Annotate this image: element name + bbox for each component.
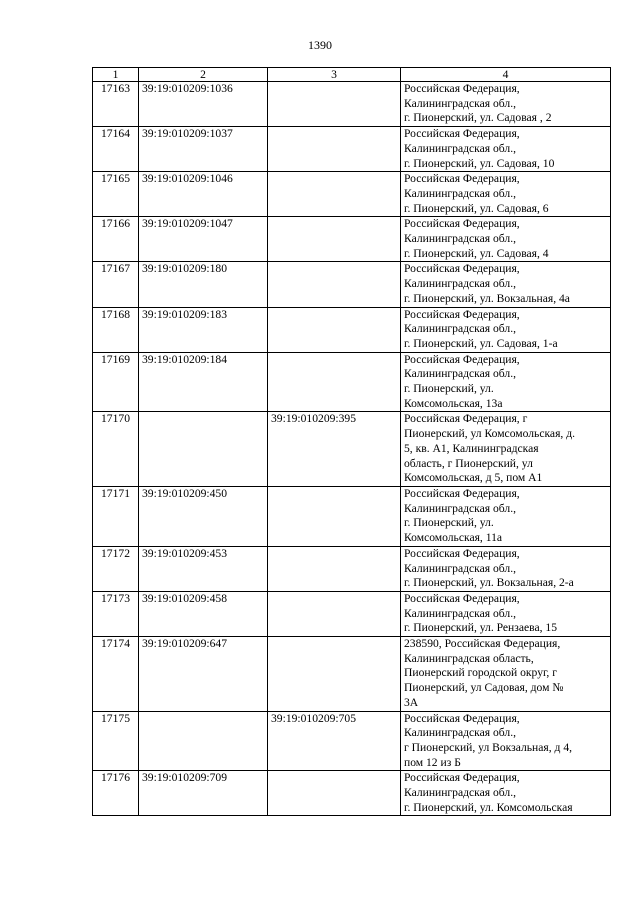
- address-line: Российская Федерация,: [404, 486, 520, 500]
- address-line: Российская Федерация,: [404, 172, 520, 186]
- address-line: г. Пионерский, ул. Садовая , 2: [404, 111, 552, 125]
- address-line: г. Пионерский, ул. Садовая, 6: [404, 201, 549, 215]
- row-number: 17165: [93, 172, 139, 217]
- address-line: г. Пионерский, ул. Вокзальная, 4а: [404, 291, 570, 305]
- related-cadastral-number: [268, 352, 401, 412]
- cadastral-number: 39:19:010209:1046: [139, 172, 268, 217]
- cadastral-number: 39:19:010209:184: [139, 352, 268, 412]
- table-row: [93, 262, 611, 307]
- address-cell: [401, 771, 611, 816]
- address-line: Калининградская обл.,: [404, 277, 516, 291]
- row-number: 17171: [93, 486, 139, 546]
- address-cell: [401, 486, 611, 546]
- address-line: Калининградская обл.,: [404, 501, 516, 515]
- cadastral-number: 39:19:010209:1047: [139, 217, 268, 262]
- address-line: Калининградская обл.,: [404, 232, 516, 246]
- address-line: г. Пионерский, ул. Комсомольская: [404, 800, 573, 814]
- row-number: 17174: [93, 637, 139, 712]
- address-line: г. Пионерский, ул.: [404, 382, 494, 396]
- address-cell: [401, 262, 611, 307]
- row-number: 17167: [93, 262, 139, 307]
- address-line: Калининградская обл.,: [404, 561, 516, 575]
- address-cell: [401, 546, 611, 591]
- address-line: Калининградская обл.,: [404, 186, 516, 200]
- table-row: [93, 546, 611, 591]
- address-line: Российская Федерация,: [404, 307, 520, 321]
- address-line: 238590, Российская Федерация,: [404, 637, 561, 651]
- address-line: Комсомольская, 13а: [404, 396, 503, 410]
- table-row: [93, 307, 611, 352]
- row-number: 17163: [93, 82, 139, 127]
- related-cadastral-number: 39:19:010209:395: [268, 412, 401, 487]
- address-line: Комсомольская, 11а: [404, 531, 503, 545]
- related-cadastral-number: [268, 127, 401, 172]
- cadastral-number: 39:19:010209:1037: [139, 127, 268, 172]
- table-row: [93, 771, 611, 816]
- address-cell: [401, 307, 611, 352]
- address-line: 5, кв. А1, Калининградская: [404, 441, 539, 455]
- address-line: Российская Федерация,: [404, 217, 520, 231]
- address-line: Калининградская обл.,: [404, 322, 516, 336]
- address-cell: [401, 172, 611, 217]
- address-line: Российская Федерация,: [404, 711, 520, 725]
- address-cell: [401, 711, 611, 771]
- address-line: Калининградская обл.,: [404, 96, 516, 110]
- related-cadastral-number: [268, 637, 401, 712]
- row-number: 17169: [93, 352, 139, 412]
- row-number: 17176: [93, 771, 139, 816]
- related-cadastral-number: [268, 172, 401, 217]
- cadastral-number: 39:19:010209:453: [139, 546, 268, 591]
- address-line: пом 12 из Б: [404, 755, 461, 769]
- address-line: Российская Федерация, г: [404, 412, 528, 426]
- address-line: Российская Федерация,: [404, 127, 520, 141]
- address-line: г. Пионерский, ул. Вокзальная, 2-а: [404, 576, 574, 590]
- address-line: Российская Федерация,: [404, 591, 520, 605]
- registry-table: [92, 67, 611, 816]
- related-cadastral-number: [268, 591, 401, 636]
- address-cell: [401, 637, 611, 712]
- row-number: 17175: [93, 711, 139, 771]
- related-cadastral-number: [268, 546, 401, 591]
- cadastral-number: 39:19:010209:647: [139, 637, 268, 712]
- table-row: [93, 591, 611, 636]
- address-line: Калининградская обл.,: [404, 786, 516, 800]
- table-row: [93, 127, 611, 172]
- table-row: [93, 486, 611, 546]
- address-line: Российская Федерация,: [404, 82, 520, 95]
- column-header-2: 2: [139, 68, 268, 82]
- related-cadastral-number: [268, 307, 401, 352]
- related-cadastral-number: [268, 262, 401, 307]
- table-body: [93, 82, 611, 816]
- column-header-1: 1: [93, 68, 139, 82]
- address-line: Российская Федерация,: [404, 546, 520, 560]
- row-number: 17172: [93, 546, 139, 591]
- table-row: [93, 217, 611, 262]
- related-cadastral-number: [268, 82, 401, 127]
- address-line: Российская Федерация,: [404, 262, 520, 276]
- address-line: г. Пионерский, ул. Садовая, 4: [404, 246, 549, 260]
- row-number: 17168: [93, 307, 139, 352]
- row-number: 17170: [93, 412, 139, 487]
- address-line: 3А: [404, 695, 419, 709]
- table-row: [93, 82, 611, 127]
- address-line: Пионерский, ул Садовая, дом №: [404, 681, 564, 695]
- address-cell: [401, 82, 611, 127]
- address-line: Пионерский городской округ, г: [404, 666, 557, 680]
- address-line: Пионерский, ул Комсомольская, д.: [404, 427, 575, 441]
- column-header-3: 3: [268, 68, 401, 82]
- cadastral-number: 39:19:010209:1036: [139, 82, 268, 127]
- row-number: 17164: [93, 127, 139, 172]
- address-line: Калининградская обл.,: [404, 141, 516, 155]
- cadastral-number: 39:19:010209:709: [139, 771, 268, 816]
- address-cell: [401, 591, 611, 636]
- cadastral-number: 39:19:010209:183: [139, 307, 268, 352]
- table-header-row: [93, 68, 611, 82]
- cadastral-number: 39:19:010209:180: [139, 262, 268, 307]
- address-cell: [401, 412, 611, 487]
- related-cadastral-number: [268, 486, 401, 546]
- cadastral-number: 39:19:010209:458: [139, 591, 268, 636]
- address-line: Калининградская обл.,: [404, 367, 516, 381]
- address-line: Комсомольская, д 5, пом А1: [404, 471, 543, 485]
- address-line: г. Пионерский, ул. Садовая, 10: [404, 156, 555, 170]
- table-row: [93, 412, 611, 487]
- table-row: [93, 172, 611, 217]
- address-line: область, г Пионерский, ул: [404, 456, 533, 470]
- related-cadastral-number: [268, 771, 401, 816]
- cadastral-number: [139, 412, 268, 487]
- cadastral-number: 39:19:010209:450: [139, 486, 268, 546]
- cadastral-number: [139, 711, 268, 771]
- address-line: Российская Федерация,: [404, 771, 520, 785]
- address-line: Российская Федерация,: [404, 352, 520, 366]
- address-cell: [401, 217, 611, 262]
- address-line: Калининградская обл.,: [404, 726, 516, 740]
- row-number: 17173: [93, 591, 139, 636]
- address-line: г. Пионерский, ул.: [404, 516, 494, 530]
- table-row: [93, 352, 611, 412]
- column-header-4: 4: [401, 68, 611, 82]
- address-cell: [401, 352, 611, 412]
- related-cadastral-number: 39:19:010209:705: [268, 711, 401, 771]
- row-number: 17166: [93, 217, 139, 262]
- address-line: г. Пионерский, ул. Рензаева, 15: [404, 621, 557, 635]
- address-line: Калининградская обл.,: [404, 606, 516, 620]
- related-cadastral-number: [268, 217, 401, 262]
- address-line: г. Пионерский, ул. Садовая, 1-а: [404, 336, 558, 350]
- address-line: Калининградская область,: [404, 651, 534, 665]
- page-number: 1390: [308, 38, 332, 52]
- table-row: [93, 711, 611, 771]
- address-line: г Пионерский, ул Вокзальная, д 4,: [404, 740, 573, 754]
- table-row: [93, 637, 611, 712]
- address-cell: [401, 127, 611, 172]
